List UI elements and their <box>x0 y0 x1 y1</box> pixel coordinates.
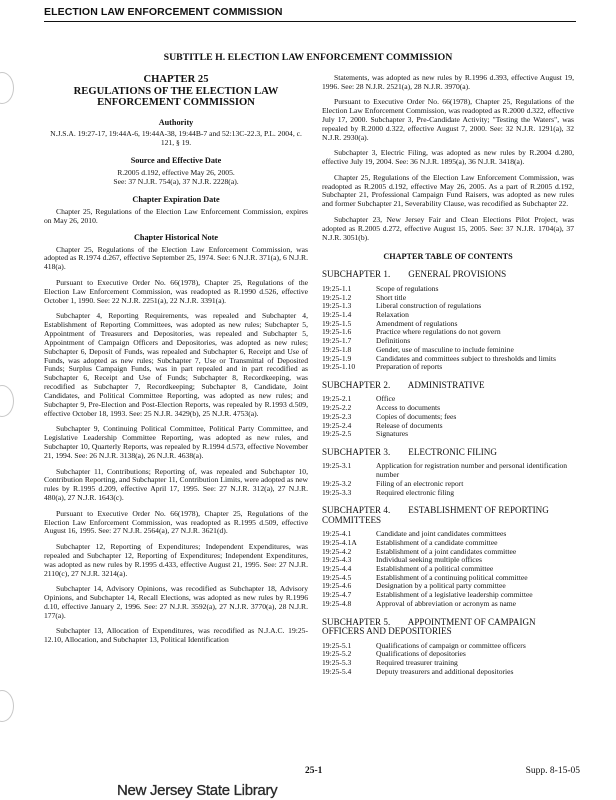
note-paragraph: Subchapter 3, Electric Filing, was adopted as new rules by R.2004 d.280, effective July 19, 2004. See: 36 N.J.R. 1895(a), 36 N.J.R. 3418(a). <box>322 148 574 167</box>
section-number: 19:25-4.3 <box>322 555 352 565</box>
punch-hole <box>0 72 14 104</box>
section-title: Qualifications of campaign or committee officers <box>376 640 526 650</box>
toc-entry <box>322 462 574 479</box>
section-number: 19:25-1.3 <box>322 301 352 311</box>
punch-hole <box>0 385 14 417</box>
section-title: Required treasurer training <box>376 658 458 667</box>
section-title: Establishment of a continuing political committee <box>376 572 528 582</box>
historical-note-right <box>322 74 574 243</box>
toc-entry <box>322 430 574 439</box>
subchapter-title: APPOINTMENT OF CAMPAIGN OFFICERS AND DEPOSITORIES <box>322 616 536 637</box>
section-number: 19:25-3.3 <box>322 487 352 497</box>
chapter-name-line1: REGULATIONS OF THE ELECTION LAW <box>73 85 279 97</box>
section-title: Individual seeking multiple offices <box>376 555 482 565</box>
section-title: Establishment of a candidate committee <box>376 537 498 547</box>
section-title: Amendment of regulations <box>376 318 458 328</box>
section-number: 19:25-4.8 <box>322 598 352 608</box>
note-paragraph: Subchapter 12, Reporting of Expenditures; Independent Expenditures, was repealed and Subchapter 12, Reporting of Expenditures; Independent Expenditures, was adopted as new rules by R.1995 d.433, effective August 21, 1995. See: 27 N.J.R. 2110(c), 27 N.J.R. 3214(a). <box>44 541 308 578</box>
note-paragraph: Pursuant to Executive Order No. 66(1978), Chapter 25, Regulations of the Election Law Enforcement Commission, was readopted as R.1990 d.526, effective October 1, 1990. See: 22 N.J.R. 2251(a), 22 N.J.R. 3391(a). <box>44 277 308 305</box>
punch-hole <box>0 690 14 722</box>
toc-entry <box>322 363 574 372</box>
section-title: Approval of abbreviation or acronym as name <box>376 598 517 608</box>
table-of-contents <box>322 270 574 676</box>
authority-heading: Authority <box>158 117 194 127</box>
subchapter-title: GENERAL PROVISIONS <box>408 269 507 280</box>
section-title: Signatures <box>376 429 409 439</box>
toc-entry <box>322 668 574 677</box>
note-paragraph: Pursuant to Executive Order No. 66(1978), Chapter 25, Regulations of the Election Law Enforcement Commission, was readopted as R.2000 d.322, effective July 17, 2000. Subchapter 3, Pre-Candidate Activity; "Testing the Waters", was repealed by R.2000 d.322, effective August 7, 2000. See: 32 N.J.R. 1291(a), 32 N.J.R. 2930(a). <box>322 97 574 142</box>
section-title: Copies of documents; fees <box>376 411 457 421</box>
section-title: Qualifications of depositories <box>376 649 466 659</box>
section-title: Relaxation <box>376 310 409 320</box>
toc-entry <box>322 302 574 311</box>
right-column <box>322 74 574 676</box>
section-title: Establishment of a political committee <box>376 564 494 574</box>
subchapter-title: ESTABLISHMENT OF REPORTING COMMITTEES <box>322 505 549 525</box>
page-number: 25-1 <box>305 766 323 776</box>
subchapter-number: SUBCHAPTER 1. <box>322 269 391 280</box>
section-title: Definitions <box>376 336 411 346</box>
section-number: 19:25-2.2 <box>322 403 352 413</box>
section-number: 19:25-1.5 <box>322 318 352 328</box>
subchapter-number: SUBCHAPTER 2. <box>322 379 391 390</box>
section-number: 19:25-4.6 <box>322 581 352 591</box>
supplement-date: Supp. 8-15-05 <box>525 766 580 776</box>
note-paragraph: Subchapter 23, New Jersey Fair and Clean Elections Pilot Project, was adopted as R.2005 d.272, effective August 15, 2005. See: 37 N.J.R. 1704(a), 37 N.J.R. 3051(b). <box>322 214 574 242</box>
toc-entry <box>322 285 574 294</box>
subchapter-heading <box>322 381 574 391</box>
section-title: Short title <box>376 292 407 302</box>
section-number: 19:25-5.2 <box>322 649 352 659</box>
subchapter-number: SUBCHAPTER 3. <box>322 446 391 457</box>
toc-entry <box>322 395 574 404</box>
section-title: Candidates and committees subject to thresholds and limits <box>376 353 556 363</box>
expiration-heading: Chapter Expiration Date <box>132 194 220 204</box>
chapter-number: CHAPTER 25 <box>143 74 209 85</box>
source-line-1: R.2005 d.192, effective May 26, 2005. <box>117 168 235 178</box>
toc-entry <box>322 600 574 609</box>
section-number: 19:25-4.5 <box>322 572 352 582</box>
subchapter-heading <box>322 270 574 280</box>
note-paragraph: Subchapter 11, Contributions; Reporting of, was repealed and Subchapter 10, Contribution Reporting, and Subchapter 11, Contribution Limits, were adopted as new rules by R.1995 d.209, effective April 17, 1995. See: 27 N.J.R. 312(a), 27 N.J.R. 480(a), 27 N.J.R. 1643(c). <box>44 466 308 503</box>
toc-entry <box>322 355 574 364</box>
toc-entry <box>322 328 574 337</box>
section-number: 19:25-2.5 <box>322 429 352 439</box>
toc-entry <box>322 413 574 422</box>
section-title: Filing of an electronic report <box>376 478 464 488</box>
note-paragraph: Chapter 25, Regulations of the Election Law Enforcement Commission, was readopted as R.2005 d.192, effective May 26, 2005. As a part of R.2005 d.192, Subchapter 21, Professional Campaign Fund Raisers, was adopted as new rules and former Subchapter 21, Severability Clause, was recodified as Subchapter 22. <box>322 172 574 209</box>
section-number: 19:25-1.9 <box>322 353 352 363</box>
toc-entry <box>322 489 574 498</box>
source-line-2: See: 37 N.J.R. 754(a), 37 N.J.R. 2228(a). <box>113 177 239 187</box>
authority-text: N.J.S.A. 19:27-17, 19:44A-6, 19:44A-38, 19:44B-7 and 52:13C-22.3, P.L. 2004, c. 121, § 19. <box>50 129 302 148</box>
subchapter-title: ADMINISTRATIVE <box>407 379 485 390</box>
section-number: 19:25-1.4 <box>322 310 352 320</box>
toc-entry <box>322 422 574 431</box>
chapter-title <box>44 74 308 109</box>
subtitle-heading: SUBTITLE H. ELECTION LAW ENFORCEMENT COMMISSION <box>163 52 453 63</box>
historical-note-left <box>44 246 308 645</box>
section-title: Preparation of reports <box>376 362 443 372</box>
section-number: 19:25-4.7 <box>322 590 352 600</box>
section-title: Establishment of a joint candidates committee <box>376 546 517 556</box>
section-title: Office <box>376 394 396 404</box>
section-number: 19:25-1.10 <box>322 362 356 372</box>
section-number: 19:25-4.1 <box>322 529 352 539</box>
section-number: 19:25-1.6 <box>322 327 352 337</box>
subchapter-number: SUBCHAPTER 4. <box>322 505 391 516</box>
section-number: 19:25-1.1 <box>322 283 352 293</box>
subchapter-number: SUBCHAPTER 5. <box>322 616 391 627</box>
section-title: Designation by a political party committee <box>376 581 506 591</box>
note-paragraph: Statements, was adopted as new rules by R.1996 d.393, effective August 19, 1996. See: 28 N.J.R. 2521(a), 28 N.J.R. 3970(a). <box>322 73 574 91</box>
section-number: 19:25-1.2 <box>322 292 352 302</box>
chapter-name-line2: ENFORCEMENT COMMISSION <box>97 97 255 108</box>
section-title: Access to documents <box>376 403 441 413</box>
note-paragraph: Subchapter 4, Reporting Requirements, was repealed and Subchapter 4, Establishment of Reporting Committees, was adopted as new rules; Subchapter 5, Appointment of Treasurers and Depositories, was repealed and Subchapter 5, Appointment of Campaign Officers and Depositories, was adopted as new rules; Subchapter 6, Deposit of Funds, was repealed and Subchapter 6, Receipt and Use of Funds, was adopted as new rules; Subchapter 7, Use or Transmittal of Deposited Funds; Surplus Campaign Funds, was in part repealed and in part recodified as Subchapter 6, Receipt and Use of Funds; Subchapter 8, Recordkeeping, was recodified as Subchapter 7, Recordkeeping; Subchapter 8, Candidate, Joint Candidates, and Political Committee Reporting, was adopted as new rules; and Subchapter 9, Pre-Election and Post-Election Reports, was repealed by R.1993 d.509, effective October 18, 1993. See: 25 N.J.R. 3429(b), 25 N.J.R. 4753(a). <box>44 311 308 418</box>
section-number: 19:25-4.4 <box>322 564 352 574</box>
section-number: 19:25-2.4 <box>322 420 352 430</box>
subchapter-heading <box>322 506 574 525</box>
section-number: 19:25-2.1 <box>322 394 352 404</box>
note-paragraph: Pursuant to Executive Order No. 66(1978), Chapter 25, Regulations of the Election Law Enforcement Commission, was readopted as R.1995 d.509, effective August 16, 1995. See: 27 N.J.R. 2564(a), 27 N.J.R. 3621(d). <box>44 508 308 536</box>
section-number: 19:25-5.4 <box>322 666 352 676</box>
section-number: 19:25-2.3 <box>322 411 352 421</box>
section-title: Establishment of a legislative leadership committee <box>376 590 533 600</box>
section-number: 19:25-5.3 <box>322 658 352 667</box>
section-number: 19:25-1.8 <box>322 344 352 354</box>
subchapter-title: ELECTRONIC FILING <box>408 446 497 457</box>
note-paragraph: Subchapter 9, Continuing Political Committee, Political Party Committee, and Legislative Leadership Committee Reporting, was adopted as new rules, and Subchapter 10, Quarterly Reports, was repealed by R.1994 d.573, effective November 21, 1994. See: 26 N.J.R. 3138(a), 26 N.J.R. 4638(a). <box>44 424 308 461</box>
section-title: Gender, use of masculine to include feminine <box>376 344 514 354</box>
subchapter-heading <box>322 618 574 637</box>
section-number: 19:25-3.2 <box>322 478 352 488</box>
note-paragraph: Subchapter 13, Allocation of Expenditures, was recodified as N.J.A.C. 19:25-12.10, Allocation, and Subchapter 13, Political Identification <box>44 626 308 644</box>
expiration-text: Chapter 25, Regulations of the Election Law Enforcement Commission, expires on May 26, 2010. <box>44 206 308 225</box>
note-paragraph: Chapter 25, Regulations of the Election Law Enforcement Commission, was adopted as R.1974 d.267, effective September 25, 1974. See: 6 N.J.R. 371(a), 6 N.J.R. 418(a). <box>44 244 308 272</box>
toc-heading: CHAPTER TABLE OF CONTENTS <box>383 251 513 261</box>
source-heading: Source and Effective Date <box>130 156 222 166</box>
subchapter-heading <box>322 448 574 458</box>
section-title: Scope of regulations <box>376 283 439 293</box>
section-title: Application for registration number and personal identification number <box>376 461 568 480</box>
section-title: Release of documents <box>376 420 443 430</box>
note-paragraph: Subchapter 14, Advisory Opinions, was recodified as Subchapter 18, Advisory Opinions, and Subchapter 14, Recall Elections, was adopted as new rules by R.1996 d.10, effective January 2, 1996. See: 27 N.J.R. 3592(a), 27 N.J.R. 3770(a), 28 N.J.R. 177(a). <box>44 583 308 620</box>
section-title: Practice where regulations do not govern <box>376 327 501 337</box>
library-stamp: New Jersey State Library <box>117 782 278 799</box>
section-title: Candidate and joint candidates committees <box>376 529 507 539</box>
history-heading: Chapter Historical Note <box>134 232 218 242</box>
header-rule <box>44 21 576 22</box>
left-column <box>44 74 308 651</box>
section-number: 19:25-3.1 <box>322 461 352 471</box>
section-number: 19:25-4.1A <box>322 537 357 547</box>
section-title: Required electronic filing <box>376 487 455 497</box>
section-title: Liberal construction of regulations <box>376 301 482 311</box>
section-number: 19:25-4.2 <box>322 546 352 556</box>
section-number: 19:25-1.7 <box>322 336 352 346</box>
section-title: Deputy treasurers and additional depositories <box>376 666 514 676</box>
section-number: 19:25-5.1 <box>322 640 352 650</box>
running-head: ELECTION LAW ENFORCEMENT COMMISSION <box>44 6 283 18</box>
